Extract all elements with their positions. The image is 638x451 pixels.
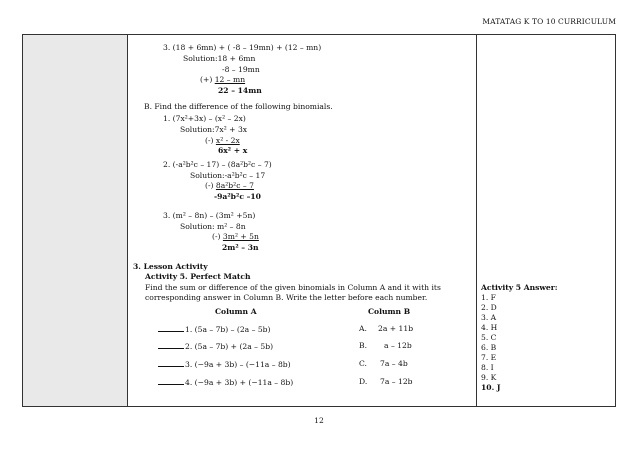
partB-q2-answer: -9a²b²c –10 <box>214 192 261 201</box>
item3-answer: 22 – 14mn <box>218 86 262 95</box>
columnB-header: Column B <box>368 307 411 316</box>
match-row-3-letter: C. <box>359 359 367 368</box>
item3-solution-line1: Solution:18 + 6mn <box>183 54 256 63</box>
answer-blank[interactable] <box>158 324 184 332</box>
match-row-4-a: 4. (−9a + 3b) + (−11a – 8b) <box>158 377 293 387</box>
partB-q2-underlined-term: 8a²b²c – 7 <box>215 181 254 190</box>
item3-operator: (+) <box>200 75 215 84</box>
match-row-4-letter: D. <box>359 377 368 386</box>
answer-item: 6. B <box>481 343 497 352</box>
curriculum-header: MATATAG K TO 10 CURRICULUM <box>482 17 616 26</box>
answer-blank[interactable] <box>158 359 184 367</box>
partB-q1-answer: 6x² + x <box>218 146 248 155</box>
answer-item: 8. I <box>481 363 494 372</box>
partB-q2-operator: (-) <box>205 181 216 190</box>
item3-problem: 3. (18 + 6mn) + ( -8 – 19mn) + (12 – mn) <box>163 43 322 52</box>
activity-instruction-line1: Find the sum or difference of the given binomials in Column A and it with its <box>145 283 441 292</box>
partB-q1-solution-line1: Solution:7x² + 3x <box>180 125 248 134</box>
activity-instruction-line2: corresponding answer in Column B. Write the letter before each number. <box>145 293 428 302</box>
page-number: 12 <box>314 416 324 425</box>
partB-q3-answer: 2m² – 3n <box>222 243 259 252</box>
match-row-1-a: 1. (5a – 7b) – (2a – 5b) <box>158 324 271 334</box>
answer-item: 10. J <box>481 383 501 392</box>
answers-title: Activity 5 Answer: <box>481 283 558 292</box>
partB-q1-solution-line2 <box>205 136 240 145</box>
partB-q3-problem: 3. (m² – 8n) – (3m² +5n) <box>163 211 256 220</box>
partB-q2-problem: 2. (-a²b²c – 17) – (8a²b²c – 7) <box>163 160 272 169</box>
answer-item: 2. D <box>481 303 497 312</box>
partB-q2-solution-line2 <box>205 181 254 190</box>
answer-item: 7. E <box>481 353 497 362</box>
partB-q3-solution-line1: Solution: m² – 8n <box>180 222 246 231</box>
right-column-divider <box>476 35 477 406</box>
partB-q3-solution-line2 <box>212 232 259 241</box>
left-column-shaded <box>23 35 128 406</box>
match-row-3-b: 7a – 4b <box>380 359 408 368</box>
match-row-2-b: a – 12b <box>384 341 412 350</box>
item3-solution-line3 <box>200 75 245 84</box>
partB-q1-problem: 1. (7x²+3x) – (x² – 2x) <box>163 114 246 123</box>
columnA-header: Column A <box>215 307 257 316</box>
item3-solution-line2: -8 – 19mn <box>222 65 260 74</box>
match-row-2-a: 2. (5a – 7b) + (2a – 5b) <box>158 341 273 351</box>
match-row-2-letter: B. <box>359 341 367 350</box>
match-row-1-letter: A. <box>359 324 367 333</box>
activity-heading: 3. Lesson Activity <box>133 262 208 271</box>
partB-q3-operator: (-) <box>212 232 223 241</box>
partB-q1-underlined-term: x² - 2x <box>215 136 240 145</box>
answer-blank[interactable] <box>158 341 184 349</box>
match-row-3-a: 3. (−9a + 3b) – (−11a – 8b) <box>158 359 291 369</box>
answer-item: 4. H <box>481 323 498 332</box>
partB-q3-underlined-term: 3m² + 5n <box>222 232 259 241</box>
item3-underlined-term: 12 – mn <box>214 75 246 84</box>
answer-blank[interactable] <box>158 377 184 385</box>
partB-q2-solution-line1: Solution:-a²b²c – 17 <box>190 171 266 180</box>
partB-title: B. Find the difference of the following binomials. <box>144 102 333 111</box>
match-row-4-b: 7a – 12b <box>380 377 413 386</box>
lesson-table <box>22 34 616 407</box>
answer-item: 1. F <box>481 293 496 302</box>
answer-item: 5. C <box>481 333 497 342</box>
answer-item: 3. A <box>481 313 497 322</box>
answer-item: 9. K <box>481 373 497 382</box>
activity-subheading: Activity 5. Perfect Match <box>145 272 251 281</box>
match-row-1-b: 2a + 11b <box>378 324 414 333</box>
partB-q1-operator: (-) <box>205 136 216 145</box>
